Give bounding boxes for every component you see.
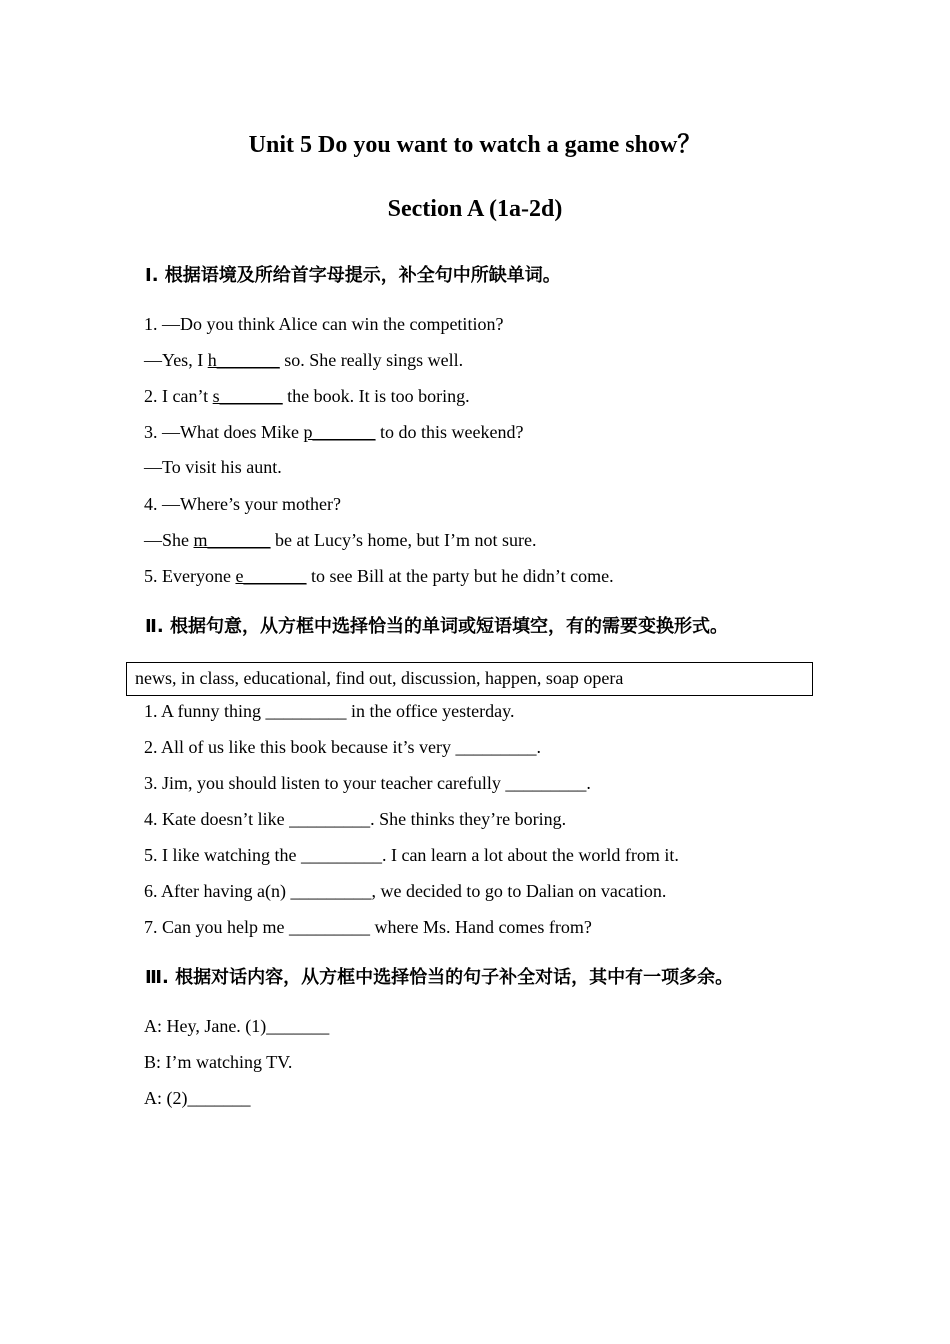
- s1-line-7: —She m_______ be at Lucy’s home, but I’m not sure.: [144, 530, 537, 550]
- s2-line-3: 3. Jim, you should listen to your teacher carefully _________.: [144, 773, 591, 793]
- dialogue-line-1: A: Hey, Jane. (1)_______: [144, 1016, 330, 1036]
- answer-blank: m_______: [193, 530, 271, 550]
- s2-line-2: 2. All of us like this book because it’s very _________.: [144, 737, 541, 757]
- section-1-heading: Ⅰ. 根据语境及所给首字母提示，补全句中所缺单词。: [145, 265, 561, 286]
- word-bank-text: news, in class, educational, find out, discussion, happen, soap opera: [135, 668, 624, 688]
- word-bank-box: [126, 662, 813, 696]
- dialogue-line-3: A: (2)_______: [144, 1088, 251, 1108]
- worksheet-title: Unit 5 Do you want to watch a game show？: [248, 132, 702, 158]
- answer-blank: e_______: [235, 566, 307, 586]
- s1-line-2: —Yes, I h_______ so. She really sings well.: [144, 350, 464, 370]
- s1-line-5: —To visit his aunt.: [144, 457, 282, 477]
- dialogue-line-2: B: I’m watching TV.: [144, 1052, 293, 1072]
- section-2-heading: Ⅱ. 根据句意，从方框中选择恰当的单词或短语填空，有的需要变换形式。: [145, 616, 728, 637]
- section-3-heading: Ⅲ. 根据对话内容，从方框中选择恰当的句子补全对话，其中有一项多余。: [145, 967, 734, 988]
- s1-line-8: 5. Everyone e_______ to see Bill at the party but he didn’t come.: [144, 566, 614, 586]
- s2-line-1: 1. A funny thing _________ in the office yesterday.: [144, 701, 515, 721]
- answer-blank: s_______: [212, 386, 283, 406]
- s2-line-4: 4. Kate doesn’t like _________. She thinks they’re boring.: [144, 809, 567, 829]
- s2-line-5: 5. I like watching the _________. I can learn a lot about the world from it.: [144, 845, 679, 865]
- s2-line-7: 7. Can you help me _________ where Ms. Hand comes from?: [144, 917, 592, 937]
- answer-blank: h_______: [207, 350, 280, 370]
- s1-line-6: 4. —Where’s your mother?: [144, 494, 341, 514]
- s1-line-3: 2. I can’t s_______ the book. It is too boring.: [144, 386, 470, 406]
- s1-line-4: 3. —What does Mike p_______ to do this weekend?: [144, 422, 524, 442]
- s1-line-1: 1. —Do you think Alice can win the competition?: [144, 314, 504, 334]
- s2-line-6: 6. After having a(n) _________, we decided to go to Dalian on vacation.: [144, 881, 667, 901]
- answer-blank: p_______: [303, 422, 376, 442]
- section-subtitle: Section A (1a-2d): [387, 196, 563, 222]
